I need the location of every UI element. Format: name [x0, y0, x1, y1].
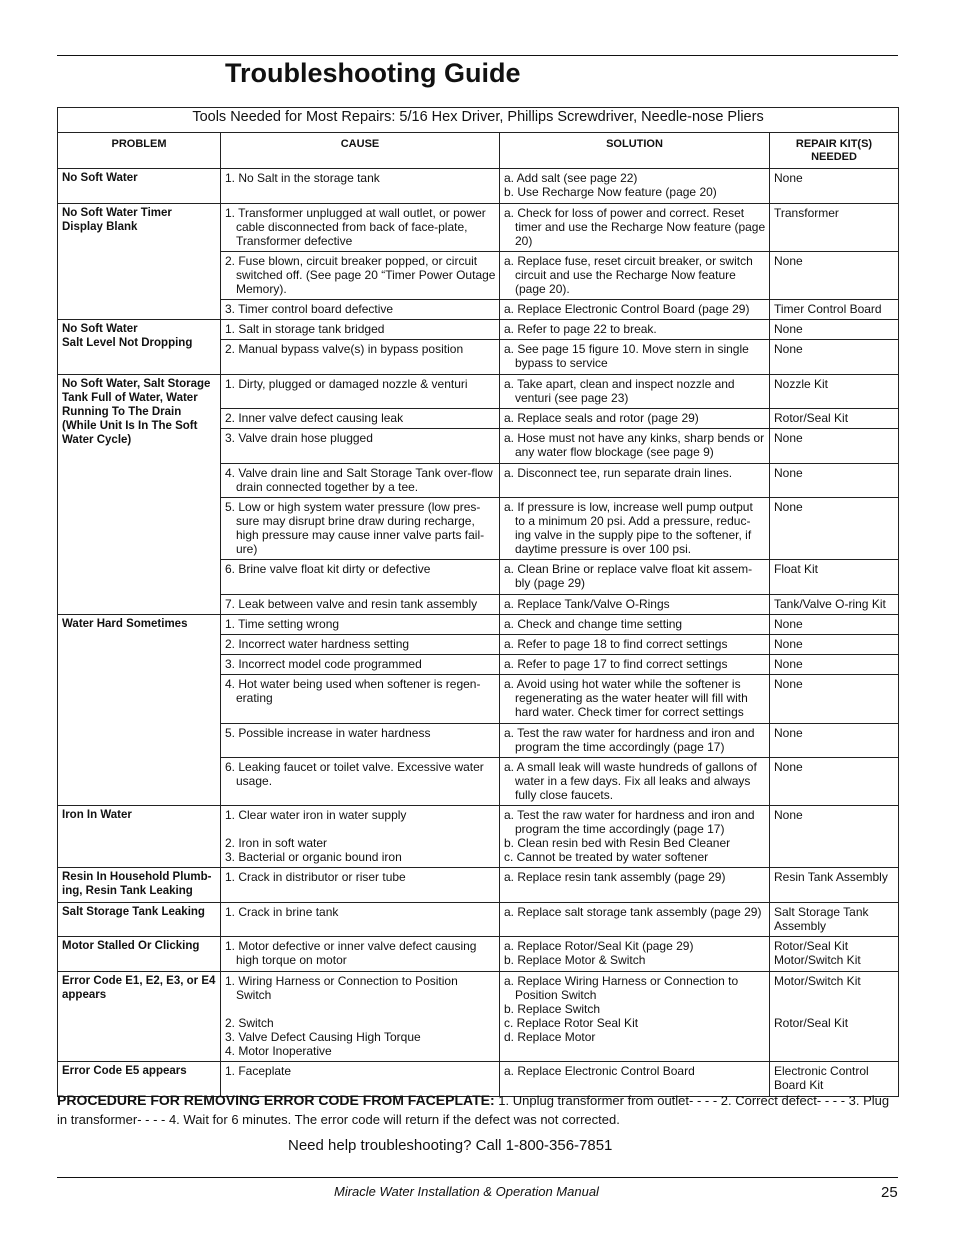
cell-line [774, 1002, 895, 1016]
repair-kit-cell [770, 758, 899, 806]
repair-kit-cell [770, 724, 899, 758]
cell-line [774, 988, 895, 1002]
problem-cell [58, 806, 221, 868]
cell-line: 3. Bacterial or organic bound iron [225, 850, 402, 864]
header-solution: SOLUTION [500, 133, 770, 169]
solution-cell [500, 375, 770, 409]
table-row [58, 806, 899, 868]
cause-cell [221, 464, 500, 498]
cell-line: 1. Wiring Harness or Connection to Position Switch [225, 974, 458, 1002]
cell-line: Water Hard Sometimes [62, 618, 188, 630]
table-row [58, 972, 899, 1062]
cell-line: Transformer [774, 206, 839, 220]
cell-line: a. Replace Electronic Control Board (page 29) [504, 302, 750, 316]
cell-line: No Soft Water [62, 172, 138, 184]
solution-cell [500, 498, 770, 560]
repair-kit-cell [770, 560, 899, 595]
cell-line: None [774, 466, 803, 480]
cause-cell [221, 806, 500, 868]
problem-cell [58, 204, 221, 320]
cause-cell [221, 169, 500, 204]
cell-line: 2. Incorrect water hardness setting [225, 637, 410, 651]
cell-line: 5. Possible increase in water hardness [225, 726, 431, 740]
cell-line: 1. Transformer unplugged at wall outlet, or power cable disconnected from back of face-plate, Transformer defective [225, 206, 486, 248]
cell-line: None [774, 431, 803, 445]
solution-cell [500, 675, 770, 724]
cell-line: Motor/Switch Kit [774, 953, 861, 967]
cell-line: None [774, 677, 803, 691]
cell-line: c. Cannot be treated by water softener [504, 850, 709, 864]
cause-cell [221, 595, 500, 615]
cell-line: 3. Incorrect model code programmed [225, 657, 422, 671]
solution-cell [500, 169, 770, 204]
cell-line: a. Refer to page 22 to break. [504, 322, 657, 336]
solution-cell [500, 560, 770, 595]
cell-line: Rotor/Seal Kit [774, 411, 849, 425]
cell-line: a. Replace fuse, reset circuit breaker, or switch circuit and use the Recharge Now feature (page 20). [504, 254, 753, 296]
cell-line: Motor/Switch Kit [774, 974, 861, 988]
cell-line: Salt Storage Tank Leaking [62, 906, 205, 918]
cell-line: a. Check for loss of power and correct. Reset timer and use the Recharge Now feature (page 20) [504, 206, 766, 248]
cell-line: No Soft Water [62, 323, 138, 335]
repair-kit-cell [770, 340, 899, 375]
cell-line: Rotor/Seal Kit [774, 939, 849, 953]
solution-cell [500, 340, 770, 375]
cell-line: 1. Clear water iron in water supply [225, 808, 407, 822]
cause-cell [221, 675, 500, 724]
cause-cell [221, 903, 500, 937]
table-row [58, 169, 899, 204]
problem-cell [58, 903, 221, 937]
cell-line: 4. Valve drain line and Salt Storage Tank over-flow drain connected together by a tee. [225, 466, 493, 494]
table-row [58, 375, 899, 409]
cell-line: 1. Crack in brine tank [225, 905, 339, 919]
page-number: 25 [881, 1184, 898, 1201]
header-cause: CAUSE [221, 133, 500, 169]
cell-line: None [774, 342, 803, 356]
procedure-heading: PROCEDURE FOR REMOVING ERROR CODE FROM FACEPLATE: [57, 1092, 495, 1108]
cause-cell [221, 655, 500, 675]
table-row [58, 937, 899, 972]
solution-cell [500, 903, 770, 937]
cause-cell [221, 409, 500, 429]
solution-cell [500, 635, 770, 655]
cell-line: 1. Crack in distributor or riser tube [225, 870, 406, 884]
cause-cell [221, 758, 500, 806]
cause-cell [221, 560, 500, 595]
cell-line: a. Check and change time setting [504, 617, 683, 631]
repair-kit-cell [770, 903, 899, 937]
cause-cell [221, 340, 500, 375]
cell-line: None [774, 500, 803, 514]
table-row [58, 868, 899, 903]
cell-line: a. Replace salt storage tank assembly (page 29) [504, 905, 762, 919]
solution-cell [500, 972, 770, 1062]
procedure-note [57, 1091, 899, 1129]
cell-line: a. See page 15 figure 10. Move stern in single bypass to service [504, 342, 749, 370]
cell-line: 2. Inner valve defect causing leak [225, 411, 404, 425]
cell-line: 1. Salt in storage tank bridged [225, 322, 385, 336]
cell-line: None [774, 171, 803, 185]
repair-kit-cell [770, 252, 899, 300]
repair-kit-cell [770, 595, 899, 615]
cause-cell [221, 300, 500, 320]
problem-cell [58, 169, 221, 204]
cell-line: None [774, 657, 803, 671]
procedure-text: 1. Unplug transformer from outlet- - - - 2. Correct defect- - - - 3. Plug in transformer- - - - 4. Wait for 6 minutes. The error code will return if the defect was not corrected. [57, 1093, 890, 1127]
table-row [58, 903, 899, 937]
solution-cell [500, 464, 770, 498]
header-row [58, 133, 899, 169]
cell-line: b. Replace Motor & Switch [504, 953, 646, 967]
solution-cell [500, 615, 770, 635]
problem-cell [58, 615, 221, 806]
solution-cell [500, 409, 770, 429]
cell-line: Float Kit [774, 562, 819, 576]
cause-cell [221, 972, 500, 1062]
cell-line: 6. Brine valve float kit dirty or defective [225, 562, 431, 576]
cell-line: 1. Faceplate [225, 1064, 292, 1078]
cell-line: c. Replace Rotor Seal Kit [504, 1016, 639, 1030]
cell-line: 2. Fuse blown, circuit breaker popped, or circuit switched off. (See page 20 “Timer Power Outage Memory). [225, 254, 496, 296]
cell-line: 2. Manual bypass valve(s) in bypass position [225, 342, 464, 356]
cell-line: 2. Switch [225, 1016, 274, 1030]
cell-line: Error Code E1, E2, E3, or E4 appears [62, 975, 216, 1001]
cause-cell [221, 615, 500, 635]
repair-kit-cell [770, 498, 899, 560]
cause-cell [221, 724, 500, 758]
problem-cell [58, 375, 221, 615]
cell-line: Electronic Control Board Kit [774, 1064, 869, 1092]
problem-cell [58, 868, 221, 903]
repair-kit-cell [770, 409, 899, 429]
cause-cell [221, 868, 500, 903]
repair-kit-cell [770, 375, 899, 409]
solution-cell [500, 937, 770, 972]
bottom-rule [57, 1177, 898, 1178]
table-row [58, 320, 899, 340]
solution-cell [500, 758, 770, 806]
tools-row [58, 108, 899, 133]
cell-line: a. Add salt (see page 22) [504, 171, 638, 185]
cell-line: a. Take apart, clean and inspect nozzle and venturi (see page 23) [504, 377, 735, 405]
tools-needed: Tools Needed for Most Repairs: 5/16 Hex Driver, Phillips Screwdriver, Needle-nose Pliers [58, 108, 899, 133]
table-row [58, 615, 899, 635]
cell-line: 1. Time setting wrong [225, 617, 340, 631]
cell-line: a. Refer to page 17 to find correct settings [504, 657, 728, 671]
cell-line: b. Replace Switch [504, 1002, 601, 1016]
cell-line: Resin Tank Assembly [774, 870, 888, 884]
top-rule [57, 55, 898, 56]
header-problem: PROBLEM [58, 133, 221, 169]
help-line: Need help troubleshooting? Call 1-800-356-7851 [288, 1137, 613, 1154]
cell-line: 2. Iron in soft water [225, 836, 328, 850]
cell-line: 1. No Salt in the storage tank [225, 171, 380, 185]
solution-cell [500, 595, 770, 615]
cell-line: 3. Valve Defect Causing High Torque [225, 1030, 421, 1044]
solution-cell [500, 204, 770, 252]
solution-cell [500, 724, 770, 758]
cell-line: None [774, 322, 803, 336]
footer-manual-title: Miracle Water Installation & Operation Manual [334, 1184, 599, 1199]
cell-line: a. Replace seals and rotor (page 29) [504, 411, 699, 425]
cell-line: 1. Motor defective or inner valve defect causing high torque on motor [225, 939, 477, 967]
repair-kit-cell [770, 429, 899, 464]
cell-line: Rotor/Seal Kit [774, 1016, 849, 1030]
cause-cell [221, 498, 500, 560]
repair-kit-cell [770, 972, 899, 1062]
cell-line: Salt Storage Tank Assembly [774, 905, 869, 933]
cell-line: 1. Dirty, plugged or damaged nozzle & venturi [225, 377, 468, 391]
cell-line: a. Replace Rotor/Seal Kit (page 29) [504, 939, 694, 953]
cause-cell [221, 375, 500, 409]
cell-line: a. Replace Tank/Valve O-Rings [504, 597, 670, 611]
cell-line: a. Replace Electronic Control Board [504, 1064, 695, 1078]
cell-line: No Soft Water Timer [62, 207, 172, 219]
cell-line: None [774, 637, 803, 651]
cell-line: b. Use Recharge Now feature (page 20) [504, 185, 717, 199]
solution-cell [500, 300, 770, 320]
cell-line: Tank/Valve O-ring Kit [774, 597, 886, 611]
cell-line: None [774, 760, 803, 774]
cell-line: 5. Low or high system water pressure (low pres-sure may disrupt brine draw during recharge, high pressure may cause inner valve parts fail-ure) [225, 500, 485, 556]
cell-line: 6. Leaking faucet or toilet valve. Excessive water usage. [225, 760, 484, 788]
header-repair-kits: REPAIR KIT(S) NEEDED [770, 133, 899, 169]
cell-line: None [774, 726, 803, 740]
cell-line: a. Clean Brine or replace valve float kit assem-bly (page 29) [504, 562, 753, 590]
cell-line: None [774, 617, 803, 631]
repair-kit-cell [770, 868, 899, 903]
cell-line: Motor Stalled Or Clicking [62, 940, 200, 952]
repair-kit-cell [770, 464, 899, 498]
solution-cell [500, 252, 770, 300]
cell-line: a. A small leak will waste hundreds of gallons of water in a few days. Fix all leaks and always fully close faucets. [504, 760, 757, 802]
cause-cell [221, 635, 500, 655]
repair-kit-cell [770, 806, 899, 868]
problem-cell [58, 972, 221, 1062]
repair-kit-cell [770, 675, 899, 724]
cell-line: a. Refer to page 18 to find correct settings [504, 637, 728, 651]
solution-cell [500, 429, 770, 464]
cell-line: a. Replace resin tank assembly (page 29) [504, 870, 726, 884]
cell-line: Timer Control Board [774, 302, 882, 316]
repair-kit-cell [770, 655, 899, 675]
cell-line [225, 822, 496, 836]
cell-line: a. Avoid using hot water while the softener is regenerating as the water heater will fill with hard water. Check timer for correct settings [504, 677, 748, 719]
cell-line: 3. Timer control board defective [225, 302, 394, 316]
repair-kit-cell [770, 635, 899, 655]
cell-line: Display Blank [62, 221, 138, 233]
cause-cell [221, 204, 500, 252]
solution-cell [500, 320, 770, 340]
cause-cell [221, 429, 500, 464]
cell-line: a. Test the raw water for hardness and iron and program the time accordingly (page 17) [504, 726, 755, 754]
repair-kit-cell [770, 300, 899, 320]
page-title: Troubleshooting Guide [225, 58, 521, 88]
solution-cell [500, 868, 770, 903]
cell-line: None [774, 808, 803, 822]
solution-cell [500, 655, 770, 675]
cause-cell [221, 320, 500, 340]
problem-cell [58, 320, 221, 375]
cell-line: None [774, 254, 803, 268]
cause-cell [221, 252, 500, 300]
cell-line: Nozzle Kit [774, 377, 829, 391]
cell-line: Salt Level Not Dropping [62, 337, 193, 349]
cell-line: Error Code E5 appears [62, 1065, 187, 1077]
repair-kit-cell [770, 204, 899, 252]
cell-line: Iron In Water [62, 809, 132, 821]
cell-line: a. Hose must not have any kinks, sharp bends or any water flow blockage (see page 9) [504, 431, 765, 459]
problem-cell [58, 937, 221, 972]
cell-line: a. Disconnect tee, run separate drain lines. [504, 466, 733, 480]
cell-line: a. If pressure is low, increase well pump output to a minimum 20 psi. Add a pressure, reduc-ing valve in the supply pipe to the softener, if daytime pressure is over 100 psi. [504, 500, 753, 556]
cell-line: 3. Valve drain hose plugged [225, 431, 373, 445]
solution-cell [500, 806, 770, 868]
cell-line: a. Test the raw water for hardness and iron and program the time accordingly (page 17) [504, 808, 755, 836]
cause-cell [221, 937, 500, 972]
cell-line: b. Clean resin bed with Resin Bed Cleaner [504, 836, 731, 850]
repair-kit-cell [770, 937, 899, 972]
repair-kit-cell [770, 169, 899, 204]
cell-line: 7. Leak between valve and resin tank assembly [225, 597, 478, 611]
cell-line: Resin In Household Plumb-ing, Resin Tank Leaking [62, 871, 212, 897]
troubleshooting-table [57, 107, 899, 1097]
cell-line [225, 1002, 496, 1016]
cell-line: d. Replace Motor [504, 1030, 596, 1044]
cell-line: a. Replace Wiring Harness or Connection to Position Switch [504, 974, 739, 1002]
table-row [58, 204, 899, 252]
repair-kit-cell [770, 320, 899, 340]
cell-line: 4. Hot water being used when softener is regen-erating [225, 677, 481, 705]
cell-line: 4. Motor Inoperative [225, 1044, 332, 1058]
repair-kit-cell [770, 615, 899, 635]
cell-line: No Soft Water, Salt Storage Tank Full of Water, Water Running To The Drain (While Unit Is In The Soft Water Cycle) [62, 378, 211, 446]
